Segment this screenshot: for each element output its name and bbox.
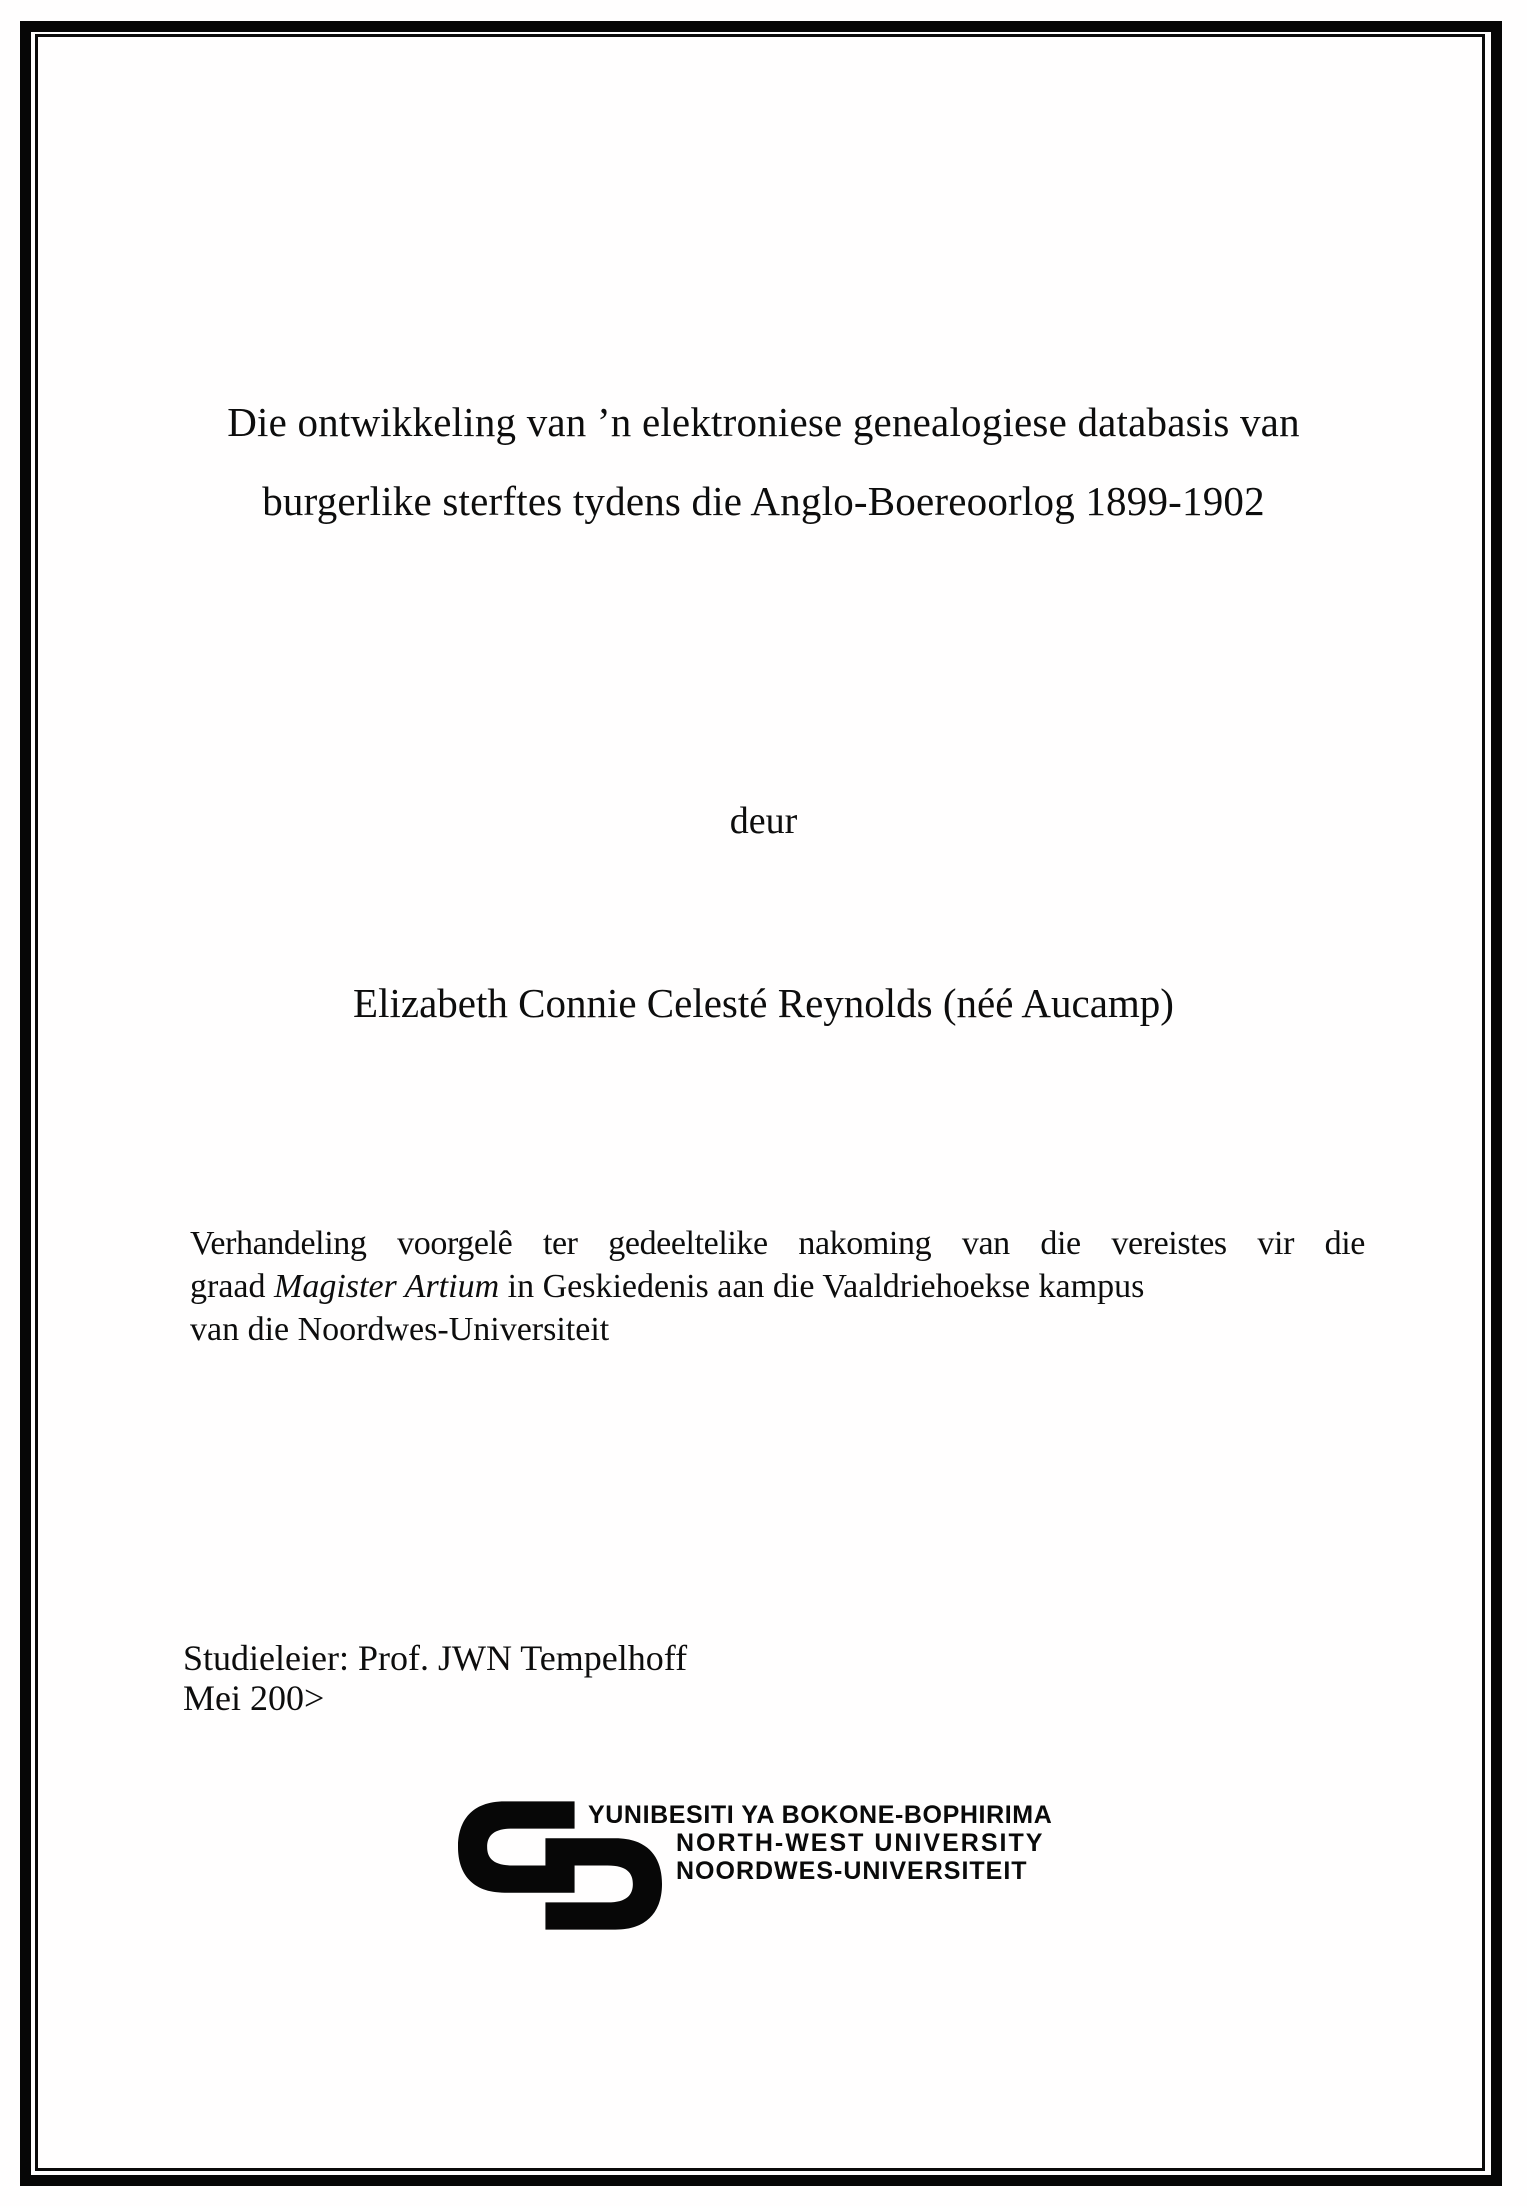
supervisor-block (183, 1638, 687, 1718)
declaration-line1: Verhandeling voorgelê ter gedeeltelike nakoming van die vereistes vir die (190, 1225, 1365, 1262)
declaration-degree-name: Magister Artium (274, 1268, 500, 1305)
logo-text-english: NORTH-WEST UNIVERSITY (676, 1829, 1045, 1857)
author-name: Elizabeth Connie Celesté Reynolds (néé Aucamp) (353, 980, 1174, 1026)
supervisor-line: Studieleier: Prof. JWN Tempelhoff (183, 1638, 688, 1678)
logo-text-setswana: YUNIBESITI YA BOKONE-BOPHIRIMA (588, 1801, 1053, 1829)
declaration-line3: van die Noordwes-Universiteit (190, 1311, 610, 1348)
declaration-line2-prefix: graad (190, 1268, 275, 1305)
declaration-line2 (190, 1265, 1365, 1308)
byline-preposition: deur (729, 800, 798, 842)
thesis-title-line2: burgerlike sterftes tydens die Anglo-Boereoorlog 1899-1902 (262, 478, 1265, 524)
thesis-title (0, 383, 1527, 541)
degree-declaration (190, 1222, 1365, 1351)
declaration-line2-suffix: in Geskiedenis aan die Vaaldriehoekse kampus (499, 1268, 1145, 1305)
thesis-title-line1: Die ontwikkeling van ’n elektroniese genealogiese databasis van (227, 399, 1300, 445)
logo-text-afrikaans: NOORDWES-UNIVERSITEIT (676, 1857, 1028, 1885)
date-line: Mei 200> (183, 1678, 325, 1718)
